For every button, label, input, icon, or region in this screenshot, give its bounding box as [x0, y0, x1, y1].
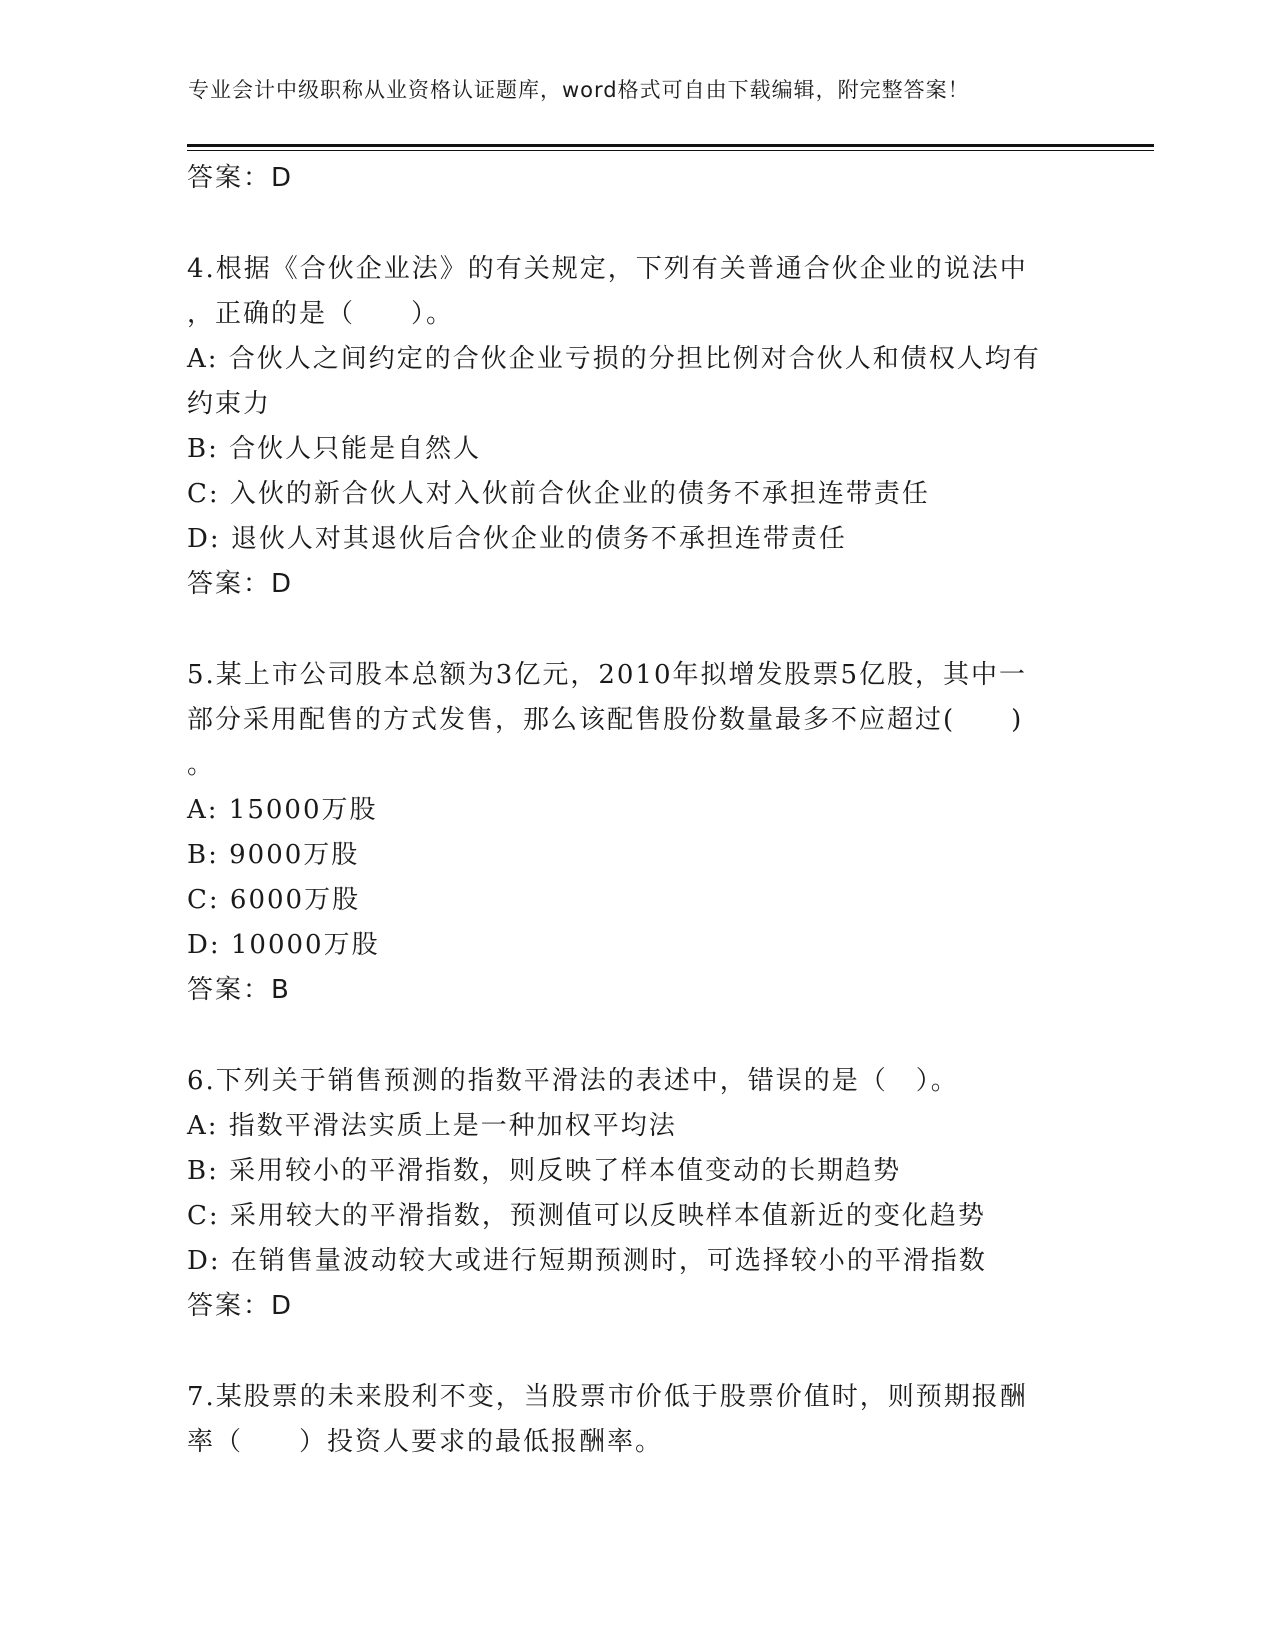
- answer-line: 答案：B: [187, 975, 291, 1005]
- question-block: [187, 1059, 1087, 1329]
- option-c: C: 入伙的新合伙人对入伙前合伙企业的债务不承担连带责任: [187, 479, 930, 509]
- document-body: [187, 156, 1087, 1465]
- question-stem: 。: [187, 750, 216, 780]
- option-c: C: 采用较大的平滑指数，预测值可以反映样本值新近的变化趋势: [187, 1201, 986, 1231]
- question-block: [187, 247, 1087, 607]
- question-stem: ，正确的是（ ）。: [187, 299, 455, 329]
- answer-line: 答案：D: [187, 163, 294, 193]
- option-a: A: 合伙人之间约定的合伙企业亏损的分担比例对合伙人和债权人均有: [187, 344, 1041, 374]
- answer-line: 答案：D: [187, 569, 294, 599]
- question-stem: 7.某股票的未来股利不变，当股票市价低于股票价值时，则预期报酬: [187, 1382, 1028, 1412]
- question-block: [187, 653, 1087, 1013]
- question-stem: 5.某上市公司股本总额为3亿元，2010年拟增发股票5亿股，其中一: [187, 660, 1028, 690]
- page-header-text: 专业会计中级职称从业资格认证题库，word格式可自由下载编辑，附完整答案！: [188, 78, 970, 102]
- answer-line: 答案：D: [187, 1291, 294, 1321]
- question-stem: 率（ ）投资人要求的最低报酬率。: [187, 1427, 664, 1457]
- option-b: B: 9000万股: [187, 840, 360, 870]
- option-a: A: 15000万股: [187, 795, 378, 825]
- header-rule-thin: [187, 150, 1154, 151]
- option-a: A: 指数平滑法实质上是一种加权平均法: [187, 1111, 677, 1141]
- option-d: D: 10000万股: [187, 930, 380, 960]
- option-d: D: 在销售量波动较大或进行短期预测时，可选择较小的平滑指数: [187, 1246, 987, 1276]
- question-block: [187, 1375, 1087, 1465]
- option-c: C: 6000万股: [187, 885, 361, 915]
- option-b: B: 合伙人只能是自然人: [187, 434, 482, 464]
- question-stem: 6.下列关于销售预测的指数平滑法的表述中，错误的是（ ）。: [187, 1066, 959, 1096]
- option-d: D: 退伙人对其退伙后合伙企业的债务不承担连带责任: [187, 524, 847, 554]
- question-stem: 4.根据《合伙企业法》的有关规定，下列有关普通合伙企业的说法中: [187, 254, 1028, 284]
- option-b: B: 采用较小的平滑指数，则反映了样本值变动的长期趋势: [187, 1156, 902, 1186]
- header-rule-thick: [187, 144, 1154, 147]
- option-a-cont: 约束力: [187, 389, 272, 419]
- question-stem: 部分采用配售的方式发售，那么该配售股份数量最多不应超过( ): [187, 705, 1024, 735]
